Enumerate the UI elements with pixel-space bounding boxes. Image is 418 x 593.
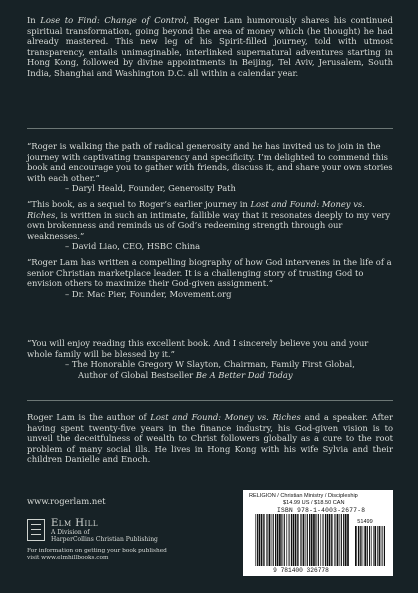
author-website[interactable]: www.rogerlam.net [27,496,106,506]
barcode-bar [263,514,264,566]
endorsement-quote [27,338,393,380]
quote-attribution: – David Liao, CEO, HSBC China [65,241,201,252]
barcode-graphic [243,490,393,576]
endorsement-quote [27,199,393,252]
barcode-bar [284,514,285,566]
barcode-bar [286,514,287,566]
endorsement-quote [27,141,393,194]
isbn-text: ISBN 978-1-4003-2677-8 [277,507,366,514]
barcode-bar [271,514,272,566]
barcode-bar [325,514,326,566]
publishing-info [27,548,217,562]
barcode-bar [315,514,316,566]
quote-text: “You will enjoy reading this excellent book. And I sincerely believe you and your whole family will be blessed by it.” [27,338,369,359]
barcode-bar [320,514,321,566]
barcode-bar [305,514,306,566]
barcode-bar [358,526,359,566]
barcode-bar [343,514,344,566]
barcode-bar [332,514,333,566]
quote-text: “Roger Lam has written a compelling biography of how God intervenes in the life of a senior Christian marketplace leader. It is a challenging story of trusting God to envision others to maximize their God-given assignment.” [27,257,392,289]
barcode-bar [295,514,296,566]
barcode-bar [381,526,382,566]
barcode-bar [291,514,292,566]
barcode-bar [373,526,374,566]
publishing-info-line: For information on getting your book published [27,548,167,554]
barcode-bar [374,526,376,566]
barcode-bar [323,514,324,566]
barcode-bar [337,514,339,566]
book-price: $14.99 US / $18.50 CAN [283,500,345,506]
barcode-bar [309,514,310,566]
barcode-bar [289,514,290,566]
barcode-bar [379,526,380,566]
barcode-bar [313,514,315,566]
barcode-bar [275,514,276,566]
quote-attribution: – Daryl Heald, Founder, Generosity Path [65,183,236,194]
barcode-bar [303,514,305,566]
price-addon-label: 51499 [357,519,373,525]
quote-text: “Roger is walking the path of radical generosity and he has invited us to join in the journey with captivating transparency and specificity. I’m delighted to commend this book and encourage you to gather with friends, discuss it, and share your own stories with each other.” [27,141,393,183]
book-category: RELIGION / Christian Ministry / Discipleship [249,493,358,499]
barcode-bar [367,526,368,566]
author-bio [27,412,393,465]
barcode-bar [382,526,383,566]
barcode-bar [300,514,301,566]
attribution-text: Author of Global Bestseller [78,369,196,380]
barcode-bar [273,514,274,566]
divider-bottom [27,400,393,401]
barcode-bar [318,514,319,566]
barcode-bar [329,514,330,566]
barcode-bar [334,514,335,566]
quote-attribution: – Dr. Mac Pier, Founder, Movement.org [65,288,232,299]
barcode-bar [267,514,268,566]
barcode-bar [355,526,357,566]
barcode-bar [297,514,298,566]
barcode-bar [361,526,362,566]
barcode-bar [255,514,256,566]
barcode-bar [347,514,349,566]
intro-paragraph [27,15,393,79]
barcode-bar [298,514,299,566]
barcode-bar [364,526,366,566]
intro-text-end: , Roger Lam humorously shares his continued spiritual transformation, going beyond the area of money which (he thought) he had already mastered. This new leg of his Spirit-filled journey, told with utmost transparency, entails unimaginable, interlinked supernatural adventures starting in Hong Kong, followed by divine appointments in Beijing, Tel Aviv, Jerusalem, South India, Shanghai and Washington D.C. all within a calendar year. [27,15,393,78]
barcode-bar [339,514,340,566]
barcode-bar [335,514,336,566]
barcode-bar [277,514,279,566]
barcode-bar [322,514,323,566]
quote-attribution: – The Honorable Gregory W Slayton, Chairman, Family First Global, [65,359,355,370]
barcode-bar [369,526,370,566]
barcode-bar [266,514,267,566]
barcode-bar [327,514,329,566]
barcode-bar [371,526,372,566]
quote-text-end: , is written in such an intimate, fallible way that it resonates deeply to my very own brokenness and reminds us of God’s redeeming strength through our weaknesses.” [27,209,391,241]
publishing-info-url: visit www.elmhillbooks.com [27,555,109,562]
publisher-name: Elm Hill [51,518,99,529]
bio-text-start: Roger Lam is the author of [27,412,151,422]
barcode-bar [264,514,265,566]
quote-book-title: Lost and Found: Money vs. Riches [27,199,365,220]
ean-label: 9 781400 326778 [273,567,329,574]
barcode-bar [279,514,281,566]
barcode-bar [301,514,302,566]
barcode-bar [311,514,313,566]
bio-book-title: Lost and Found: Money vs. Riches [150,412,301,422]
barcode-bar [261,514,262,566]
barcode-bar [331,514,332,566]
barcode-bar [377,526,378,566]
quote-text [27,199,393,241]
endorsement-quote [27,257,393,299]
barcode-bar [269,514,271,566]
barcode-bar [363,526,364,566]
barcode-bar [360,526,361,566]
barcode-bar [307,514,308,566]
publisher-parent: HarperCollins Christian Publishing [51,536,158,543]
barcode-bar [259,514,261,566]
bio-text-end: and a speaker. After having spent twenty-five years in the finance industry, his God-given vision is to unveil the deceitfulness of wealth to Christ followers globally as a cure to the root problem of many social ills. He lives in Hong Kong with his wife Sylvia and their children Danielle and Enoch. [27,412,393,465]
barcode-bar [345,514,347,566]
quote-attribution-line2 [27,370,393,381]
quote-text-start: “This book, as a sequel to Roger’s earlier journey in [27,199,251,209]
publisher-division: A Division of [51,529,90,536]
barcode-bar [288,514,289,566]
divider-top [27,128,393,129]
intro-book-title: Lose to Find: Change of Control [40,15,187,25]
barcode-panel [243,490,393,576]
barcode-bar [384,526,385,566]
barcode-bar [293,514,295,566]
attribution-book-title: Be A Better Dad Today [195,369,293,380]
tree-icon [27,519,45,541]
intro-text-start: In [27,15,41,25]
barcode-bar [341,514,342,566]
barcode-bar [281,514,282,566]
barcode-bar [257,514,258,566]
